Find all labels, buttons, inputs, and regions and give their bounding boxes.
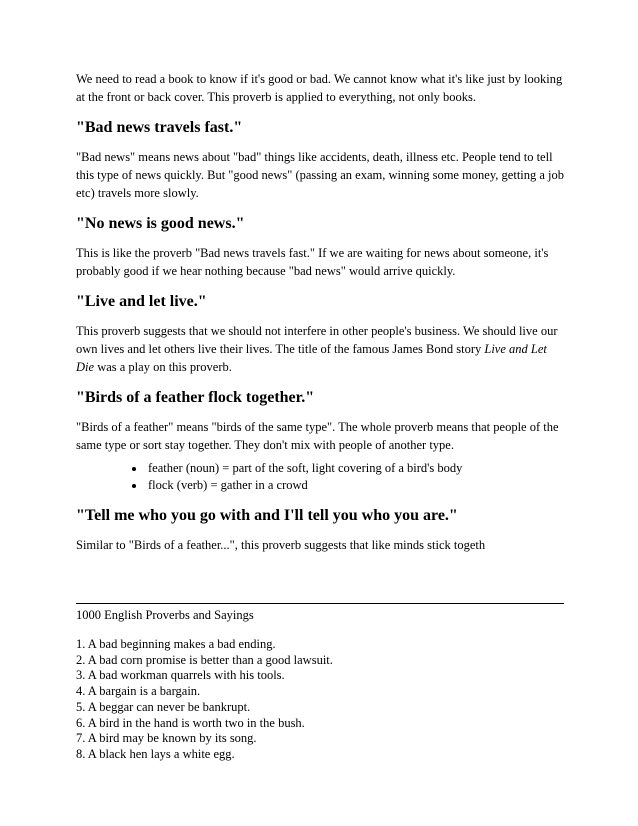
explanation-text-start: This proverb suggests that we should not interfere in other people's business. We should live our own lives and let others live their lives. The title of the famous James Bond story [76, 324, 558, 356]
vocabulary-item [132, 477, 566, 494]
document-body [76, 70, 566, 554]
proverb-explanation-bad-news: "Bad news" means news about "bad" things like accidents, death, illness etc. People tend to tell this type of news quickly. But "good news" (passing an exam, winning some money, getting a job etc) travels more slowly. [76, 150, 565, 200]
vocabulary-item-text: flock (verb) = gather in a crowd [148, 478, 308, 492]
proverb-heading-bad-news: "Bad news travels fast." [76, 119, 243, 136]
proverb-explanation-birds-of-a-feather: "Birds of a feather" means "birds of the same type". The whole proverb means that people of the same type or sort stay together. They don't mix with people of another type. [76, 420, 559, 452]
section-divider [76, 603, 564, 604]
bullet-icon [132, 467, 136, 471]
list-item: 5. A beggar can never be bankrupt. [76, 699, 251, 714]
list-item: 4. A bargain is a bargain. [76, 684, 201, 699]
list-item: 3. A bad workman quarrels with his tools. [76, 668, 285, 683]
proverb-heading-tell-me-who: "Tell me who you go with and I'll tell you who you are." [76, 507, 458, 524]
proverb-heading-birds-of-a-feather: "Birds of a feather flock together." [76, 389, 315, 406]
vocabulary-item [132, 460, 566, 477]
explanation-text-end: was a play on this proverb. [94, 360, 232, 374]
list-item: 6. A bird in the hand is worth two in the bush. [76, 715, 305, 730]
proverbs-list [76, 637, 566, 763]
list-title: 1000 English Proverbs and Sayings [76, 608, 254, 622]
list-item: 7. A bird may be known by its song. [76, 731, 257, 746]
list-item: 8. A black hen lays a white egg. [76, 746, 235, 761]
book-title-italic: Live and Let Die [76, 342, 547, 374]
vocabulary-list [76, 460, 566, 494]
proverb-explanation-no-news: This is like the proverb "Bad news travels fast." If we are waiting for news about someone, it's probably good if we hear nothing because "bad news" would arrive quickly. [76, 246, 549, 278]
proverbs-list-section [76, 607, 566, 763]
list-item: 1. A bad beginning makes a bad ending. [76, 637, 276, 651]
bullet-icon [132, 484, 136, 488]
proverb-explanation-live-and-let-live [76, 322, 566, 376]
proverb-explanation-tell-me-who: Similar to "Birds of a feather...", this proverb suggests that like minds stick togeth [76, 538, 486, 552]
intro-paragraph: We need to read a book to know if it's good or bad. We cannot know what it's like just by looking at the front or back cover. This proverb is applied to everything, not only books. [76, 72, 563, 104]
proverb-heading-live-and-let-live: "Live and let live." [76, 293, 207, 310]
list-item: 2. A bad corn promise is better than a good lawsuit. [76, 652, 333, 667]
proverb-heading-no-news: "No news is good news." [76, 215, 245, 232]
vocabulary-item-text: feather (noun) = part of the soft, light covering of a bird's body [148, 461, 463, 475]
